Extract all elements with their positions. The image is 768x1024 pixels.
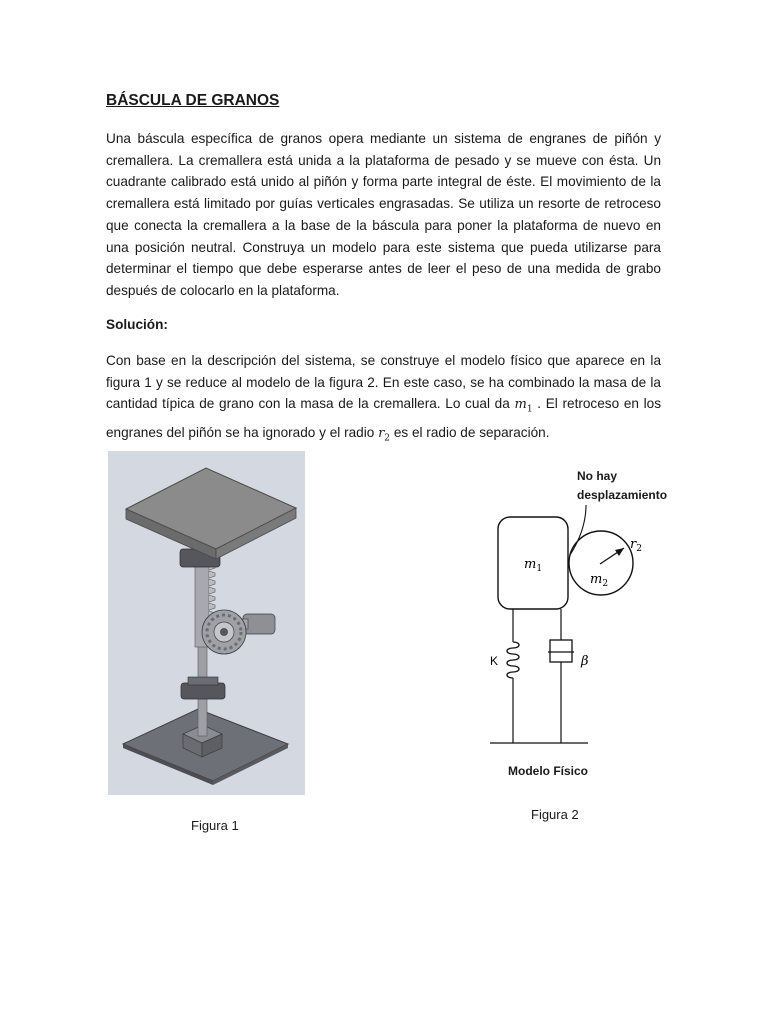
document-title: BÁSCULA DE GRANOS xyxy=(106,92,280,109)
figure2-model-label: Modelo Físico xyxy=(508,764,589,778)
mass-m2-label: $m_2$ xyxy=(590,572,609,589)
spring-k xyxy=(507,642,519,678)
r2-symbol: $r_2$ xyxy=(378,425,391,444)
solution-heading: Solución: xyxy=(106,317,168,332)
figure2-caption: Figura 2 xyxy=(531,807,579,822)
solution-paragraph xyxy=(106,350,661,450)
figure1-render xyxy=(108,451,305,795)
spring-k-label: K xyxy=(490,654,499,668)
figure1-caption: Figura 1 xyxy=(191,818,239,833)
mass-m1-label: $m_1$ xyxy=(524,557,543,574)
m1-symbol: $m_1$ xyxy=(514,397,533,415)
solution-text-3: es el radio de separación. xyxy=(393,424,550,440)
problem-paragraph: Una báscula específica de granos opera mediante un sistema de engranes de piñón y cremallera. La cremallera está unida a la plataforma de pesado y se mueve con ésta. Un cuadrante calibrado está unido al piñón y forma parte integral de éste. El movimiento de la cremallera está limitado por guías verticales engrasadas. Se utiliza un resorte de retroceso que conecta la cremallera a la base de la báscula para poner la plataforma de nuevo en una posición neutral. Construya un modelo para este sistema que pueda utilizarse para determinar el tiempo que debe esperarse antes de leer el peso de una medida de grabo después de colocarlo en la plataforma. xyxy=(106,131,661,298)
damper-beta-label: β xyxy=(581,654,589,669)
solution-text-2: . El retroceso en los engranes del piñón se ha ignorado y el radio xyxy=(106,396,662,440)
no-displacement-note: No hay desplazamiento xyxy=(577,469,668,502)
damper-beta xyxy=(550,640,572,662)
figure2-diagram xyxy=(478,460,678,790)
lower-guide xyxy=(181,683,225,699)
solution-text-1: Con base en la descripción del sistema, se construye el modelo físico que aparece en la figura 1 y se reduce al modelo de la figura 2. En este caso, se ha combinado la masa de la cantidad típica de grano con la masa de la cremallera. Lo cual da xyxy=(106,353,661,412)
radius-r2-label: $r_2$ xyxy=(630,537,642,554)
